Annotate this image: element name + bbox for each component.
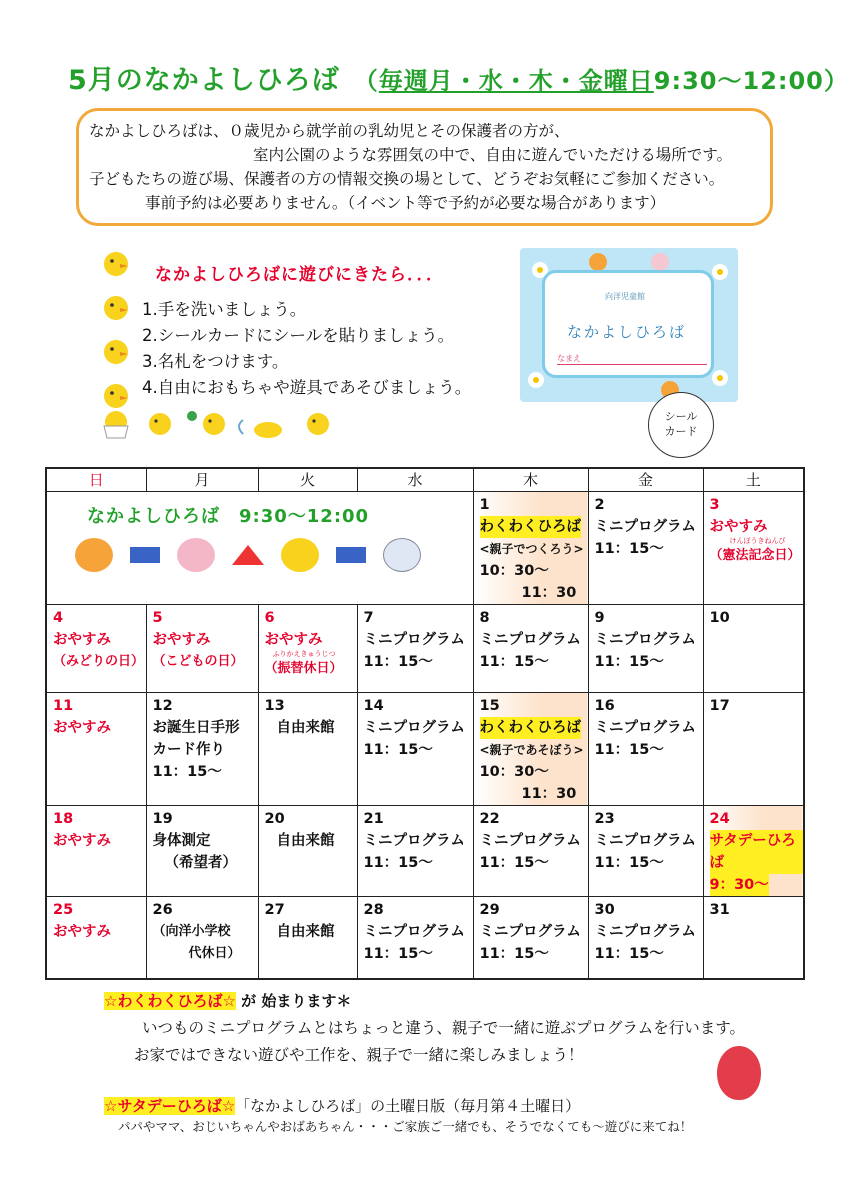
schedule-open: （	[353, 67, 379, 95]
saturday-heading: ☆サタデーひろば☆	[104, 1097, 236, 1115]
event-note: （希望者）	[164, 855, 237, 871]
card-org: 向洋児童館	[605, 292, 645, 301]
calendar-day-23	[588, 806, 703, 897]
card-name-line: なまえ	[557, 353, 707, 365]
day-number: 19	[152, 811, 173, 827]
event-label: サタデーひろば	[710, 830, 804, 874]
waku-description: いつものミニプログラムとはちょっと違う、親子で一緒に遊ぶプログラムを行います。	[142, 1019, 745, 1037]
event-label: 自由来館	[276, 924, 335, 940]
chick-icon	[104, 252, 128, 276]
weekday-sun: 日	[46, 468, 146, 492]
holiday-name: （こどもの日）	[152, 654, 244, 669]
calendar-day-12	[146, 693, 258, 806]
weekday-header-row	[46, 468, 804, 492]
calendar-day-30	[588, 897, 703, 979]
event-time: 11：15〜	[363, 654, 433, 670]
cat-icon	[281, 538, 319, 572]
holiday-label: おやすみ	[264, 632, 323, 648]
calendar-week-row	[46, 605, 804, 693]
weekday-sat: 土	[703, 468, 804, 492]
day-number: 31	[709, 902, 730, 918]
event-label: ミニプログラム	[594, 833, 696, 849]
calendar-day-1	[473, 492, 588, 605]
event-label: 代休日）	[188, 946, 241, 961]
weekday-thu: 木	[473, 468, 588, 492]
waku-tail: が 始まります＊	[235, 992, 352, 1010]
bear-icon	[75, 538, 113, 572]
rabbit-icon	[177, 538, 215, 572]
waku-description: お家ではできない遊びや工作を、親子で一緒に楽しみましょう！	[134, 1046, 584, 1064]
event-label: ミニプログラム	[363, 720, 465, 736]
event-time: 11：15〜	[479, 946, 549, 962]
sticker-card-bubble	[648, 392, 714, 458]
holiday-label: おやすみ	[53, 924, 111, 940]
bubble-text: シール	[664, 410, 698, 423]
event-time: 11：15〜	[594, 654, 664, 670]
visit-step: 3.名札をつけます。	[142, 352, 289, 371]
schedule-time: 9:30〜12:00）	[653, 67, 849, 95]
calendar-day-27	[258, 897, 357, 979]
event-time: 11：15〜	[594, 541, 664, 557]
holiday-ruby: ふりかえきゅうじつ	[272, 650, 336, 658]
calendar-day-24	[703, 806, 804, 897]
schedule-info	[354, 67, 849, 95]
day-number: 24	[709, 811, 730, 827]
day-number: 20	[264, 811, 285, 827]
day-number: 9	[594, 610, 605, 626]
calendar-day-14	[357, 693, 473, 806]
event-time: 11：15〜	[479, 855, 549, 871]
dog-icon	[383, 538, 421, 572]
bubble-text: カード	[664, 425, 698, 438]
calendar-day-10	[703, 605, 804, 693]
event-label: ミニプログラム	[479, 632, 581, 648]
calendar-day-7	[357, 605, 473, 693]
schedule-days: 毎週月・水・木・金曜日	[378, 67, 654, 95]
day-number: 22	[479, 811, 500, 827]
calendar-day-26	[146, 897, 258, 979]
event-end-time: 11：30	[521, 585, 577, 601]
event-label: ミニプログラム	[363, 924, 465, 940]
chick-icon	[104, 296, 128, 320]
calendar-week-row	[46, 693, 804, 806]
saturday-announcement	[104, 1093, 745, 1120]
card-inner	[542, 270, 714, 378]
day-number: 27	[264, 902, 285, 918]
event-time: 11：15〜	[594, 742, 664, 758]
calendar-day-25	[46, 897, 146, 979]
weekday-fri: 金	[588, 468, 703, 492]
saturday-tail: 「なかよしひろば」の土曜日版（毎月第４土曜日）	[235, 1097, 581, 1115]
holiday-name: （振替休日）	[264, 661, 343, 676]
event-subtitle: <親子であそぼう>	[479, 743, 584, 757]
banner-title: なかよしひろば 9:30〜12:00	[87, 506, 370, 527]
event-label: わくわくひろば	[480, 516, 582, 538]
sticker-card-image	[520, 248, 738, 402]
carp-streamer-icon	[336, 547, 366, 563]
day-number: 6	[264, 610, 275, 626]
visit-step: 2.シールカードにシールを貼りましょう。	[142, 326, 455, 345]
event-time: 11：15〜	[479, 654, 549, 670]
intro-line: 室内公園のような雰囲気の中で、自由に遊んでいただける場所です。	[253, 146, 732, 164]
event-subtitle: <親子でつくろう>	[479, 542, 584, 556]
event-time: 9：30〜	[710, 874, 769, 896]
calendar-day-22	[473, 806, 588, 897]
intro-box	[76, 108, 773, 226]
event-label: （向洋小学校	[152, 924, 231, 939]
day-number: 10	[709, 610, 730, 626]
day-number: 11	[53, 698, 74, 714]
holiday-label: おやすみ	[152, 632, 211, 648]
saturday-description: パパやママ、おじいちゃんやおばあちゃん・・・ご家族ご一緒でも、そうでなくても〜遊びに来てね！	[118, 1119, 693, 1134]
event-label: 自由来館	[276, 833, 335, 849]
calendar-day-17	[703, 693, 804, 806]
calendar-week-row	[46, 492, 804, 605]
calendar-day-11	[46, 693, 146, 806]
banner-cell	[46, 492, 473, 605]
calendar-day-21	[357, 806, 473, 897]
calendar-day-5	[146, 605, 258, 693]
event-time: 11：15〜	[594, 855, 664, 871]
day-number: 13	[264, 698, 285, 714]
event-time: 10：30〜	[479, 563, 549, 579]
event-time: 10：30〜	[479, 764, 549, 780]
calendar-day-13	[258, 693, 357, 806]
holiday-name: （憲法記念日）	[709, 548, 801, 563]
calendar-week-row	[46, 806, 804, 897]
weekday-tue: 火	[258, 468, 357, 492]
weekday-wed: 水	[357, 468, 473, 492]
intro-line: なかよしひろばは、０歳児から就学前の乳幼児とその保護者の方が、	[89, 122, 570, 140]
calendar-day-18	[46, 806, 146, 897]
event-label: ミニプログラム	[594, 924, 696, 940]
event-label: ミニプログラム	[594, 519, 696, 535]
banner-animals	[53, 528, 473, 572]
chick-row-icon	[98, 398, 348, 448]
chick-icon	[104, 340, 128, 364]
holiday-label: おやすみ	[53, 720, 111, 736]
event-label: 自由来館	[276, 720, 335, 736]
holiday-ruby: けんぽうきねんび	[729, 537, 786, 545]
calendar-day-20	[258, 806, 357, 897]
visit-heading: なかよしひろばに遊びにきたら．．．	[155, 265, 444, 285]
event-time: 11：15〜	[363, 855, 433, 871]
carp-streamer-icon	[130, 547, 160, 563]
waku-announcement	[104, 988, 745, 1015]
calendar-week-row	[46, 897, 804, 979]
event-label: ミニプログラム	[479, 833, 581, 849]
page-title	[68, 58, 849, 97]
holiday-label: おやすみ	[53, 833, 111, 849]
event-time: 11：15〜	[152, 764, 222, 780]
calendar-day-15	[473, 693, 588, 806]
day-number: 26	[152, 902, 173, 918]
event-label: ミニプログラム	[363, 833, 465, 849]
calendar-day-31	[703, 897, 804, 979]
calendar-day-8	[473, 605, 588, 693]
day-number: 7	[363, 610, 374, 626]
day-number: 30	[594, 902, 615, 918]
day-number: 8	[479, 610, 490, 626]
event-time: 11：15〜	[363, 946, 433, 962]
day-number: 3	[709, 497, 720, 513]
calendar-day-16	[588, 693, 703, 806]
event-time: 11：15〜	[594, 946, 664, 962]
day-number: 1	[479, 497, 490, 513]
day-number: 12	[152, 698, 173, 714]
notes-section	[104, 988, 745, 1120]
calendar-day-3	[703, 492, 804, 605]
event-label: わくわくひろば	[480, 717, 582, 739]
event-label: お誕生日手形	[152, 720, 240, 736]
kabuto-icon	[232, 545, 264, 565]
title-text: 5月のなかよしひろば	[68, 65, 340, 96]
day-number: 15	[479, 698, 500, 714]
day-number: 4	[53, 610, 64, 626]
visit-step: 4.自由におもちゃや遊具であそびましょう。	[142, 378, 472, 397]
day-number: 25	[53, 902, 74, 918]
intro-line: 子どもたちの遊び場、保護者の方の情報交換の場として、どうぞお気軽にご参加ください。	[89, 170, 725, 188]
day-number: 17	[709, 698, 730, 714]
event-label: ミニプログラム	[479, 924, 581, 940]
day-number: 5	[152, 610, 163, 626]
visit-step: 1.手を洗いましょう。	[142, 300, 307, 319]
calendar-day-4	[46, 605, 146, 693]
day-number: 29	[479, 902, 500, 918]
calendar-day-28	[357, 897, 473, 979]
intro-line: 事前予約は必要ありません。（イベント等で予約が必要な場合があります）	[145, 194, 666, 212]
calendar-table	[45, 467, 805, 980]
event-label: ミニプログラム	[594, 720, 696, 736]
holiday-label: おやすみ	[53, 632, 111, 648]
calendar-day-6	[258, 605, 357, 693]
event-label: カード作り	[152, 742, 225, 758]
weekday-mon: 月	[146, 468, 258, 492]
event-label: 身体測定	[152, 833, 211, 849]
calendar-day-9	[588, 605, 703, 693]
event-end-time: 11：30	[521, 786, 577, 802]
event-label: ミニプログラム	[363, 632, 465, 648]
day-number: 2	[594, 497, 605, 513]
day-number: 18	[53, 811, 74, 827]
day-number: 16	[594, 698, 615, 714]
calendar-day-19	[146, 806, 258, 897]
holiday-label: おやすみ	[709, 519, 768, 535]
card-title: なかよしひろば	[567, 323, 687, 341]
event-label: ミニプログラム	[594, 632, 696, 648]
day-number: 23	[594, 811, 615, 827]
day-number: 21	[363, 811, 384, 827]
event-time: 11：15〜	[363, 742, 433, 758]
strawberry-mouse-icon	[717, 1046, 761, 1100]
day-number: 28	[363, 902, 384, 918]
calendar-day-29	[473, 897, 588, 979]
waku-heading: ☆わくわくひろば☆	[104, 992, 236, 1010]
calendar-day-2	[588, 492, 703, 605]
holiday-name: （みどりの日）	[53, 654, 145, 669]
day-number: 14	[363, 698, 384, 714]
